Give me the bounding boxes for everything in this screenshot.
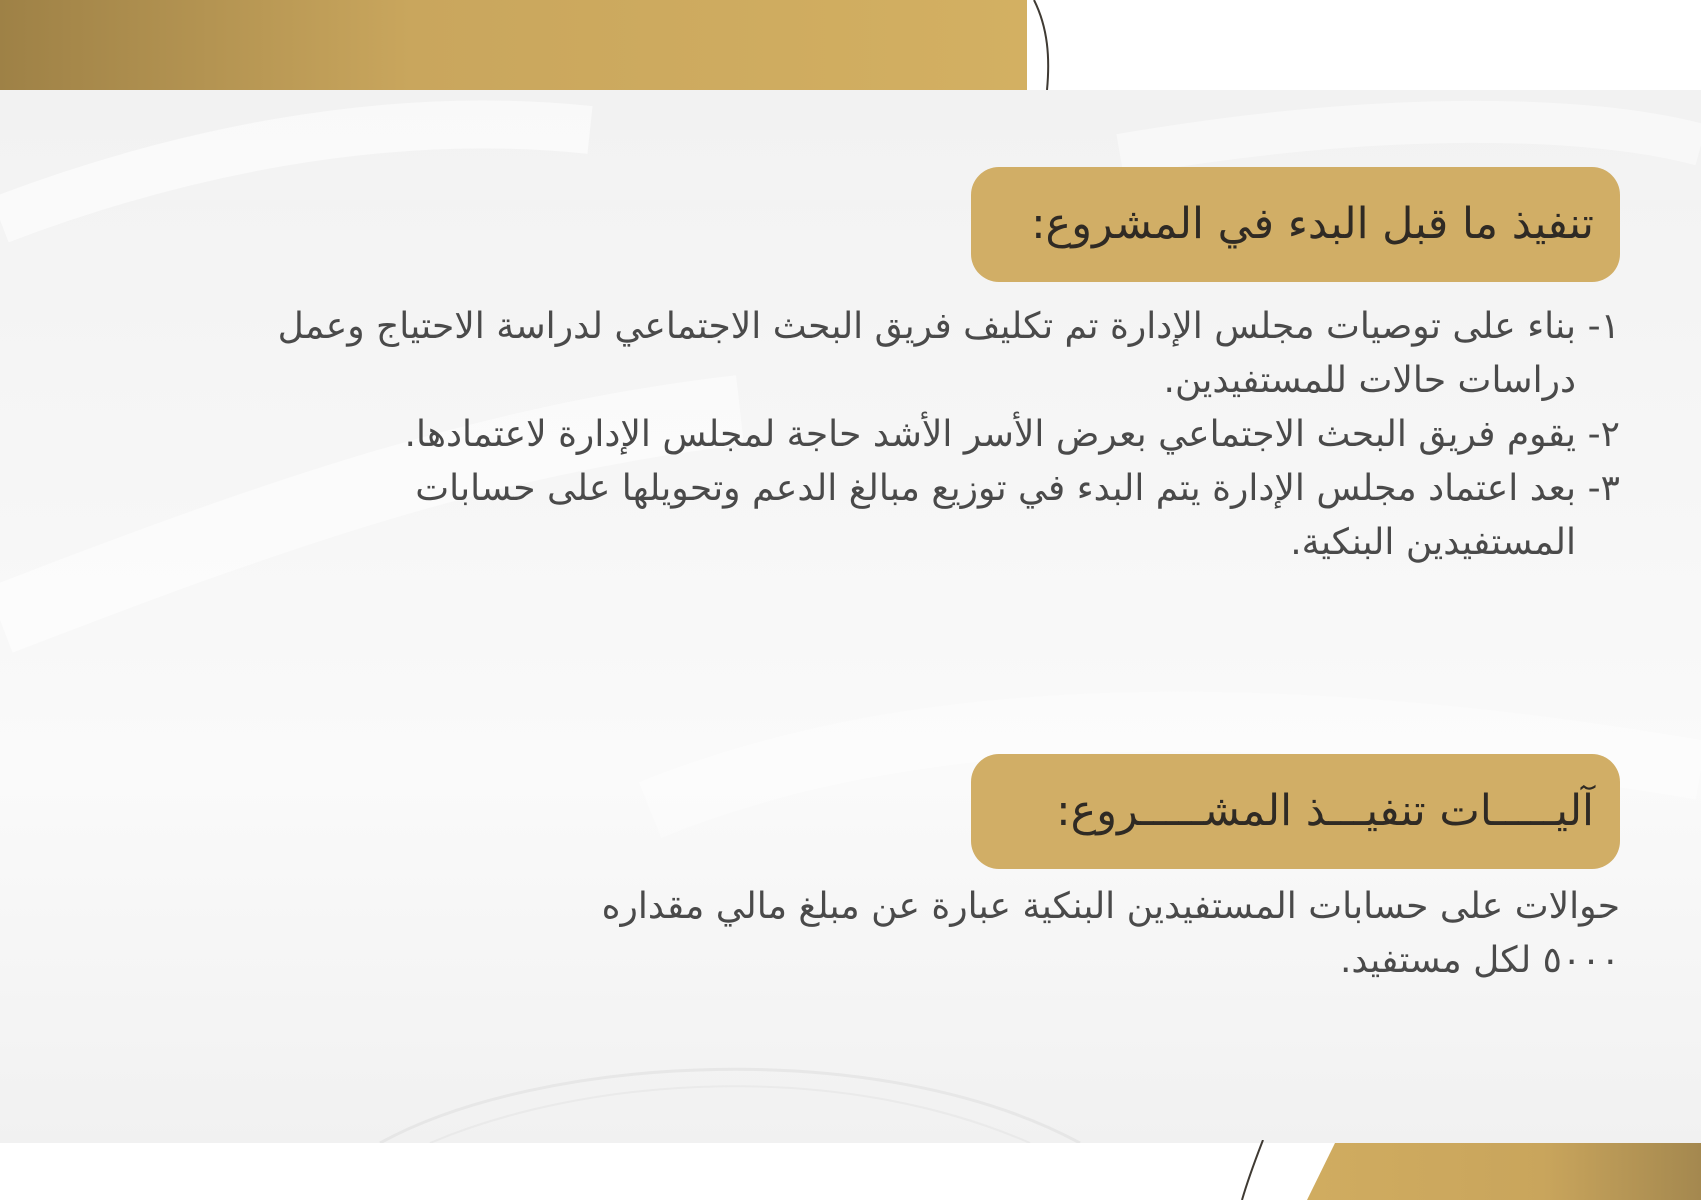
implementation-mechanisms-heading: آليـــــات تنفيـــذ المشـــــروع: bbox=[971, 754, 1620, 869]
top-decorative-curve bbox=[1030, 0, 1054, 92]
step-text: بناء على توصيات مجلس الإدارة تم تكليف فريق البحث الاجتماعي لدراسة الاحتياج وعمل دراسات حالات للمستفيدين. bbox=[277, 306, 1576, 401]
step-item-1 bbox=[240, 300, 1620, 408]
implementation-mechanism-text: حوالات على حسابات المستفيدين البنكية عبارة عن مبلغ مالي مقداره ٥٠٠٠ لكل مستفيد. bbox=[601, 886, 1620, 981]
step-number: ٣- bbox=[1587, 468, 1620, 509]
bottom-gold-band bbox=[1307, 1143, 1701, 1200]
step-item-2 bbox=[240, 408, 1620, 462]
pre-implementation-steps bbox=[240, 300, 1620, 570]
step-text: يقوم فريق البحث الاجتماعي بعرض الأسر الأشد حاجة لمجلس الإدارة لاعتمادها. bbox=[404, 414, 1576, 455]
pre-implementation-heading: تنفيذ ما قبل البدء في المشروع: bbox=[971, 167, 1620, 282]
step-text: بعد اعتماد مجلس الإدارة يتم البدء في توزيع مبالغ الدعم وتحويلها على حسابات المستفيدين البنكية. bbox=[415, 468, 1576, 563]
bottom-decorative-curve bbox=[1235, 1140, 1265, 1200]
step-item-3 bbox=[240, 462, 1620, 570]
step-number: ١- bbox=[1587, 306, 1620, 347]
step-number: ٢- bbox=[1587, 414, 1620, 455]
top-gold-band bbox=[0, 0, 1027, 90]
